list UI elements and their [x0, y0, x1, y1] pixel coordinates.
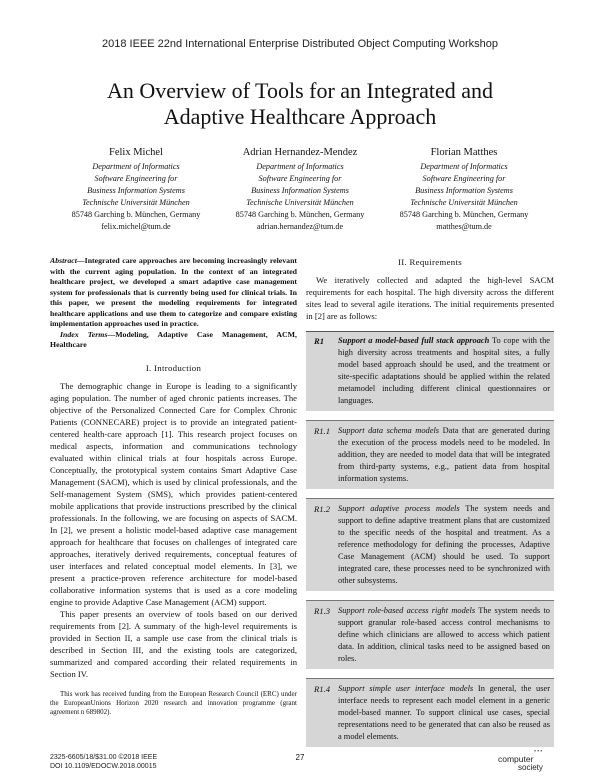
requirement [310, 503, 550, 587]
abstract [50, 256, 297, 330]
author-group: Business Information Systems [415, 186, 513, 195]
abstract-text: —Integrated care approaches are becoming increasingly relevant with the current aging population. In the context of an integrated healthcare project, we developed a smart adaptive case management system for professionals that is currently being used for clinical trials. In this paper, we present the modeling requirements for integrated healthcare applications and use them to categorize and compare existing implementation approaches used in practice. [50, 256, 297, 328]
author-univ: Technische Universität München [246, 198, 354, 207]
requirement-id: R1.4 [314, 684, 330, 694]
requirement-box [306, 498, 554, 591]
logo-line-2: society [518, 763, 543, 772]
requirement-title: Support a model-based full stack approach [338, 336, 490, 345]
requirement [310, 683, 550, 743]
author-email: adrian.hernandez@tum.de [256, 222, 344, 231]
requirement-id: R1.2 [314, 504, 330, 514]
author-dept: Department of Informatics [420, 162, 508, 171]
author-group: Business Information Systems [87, 186, 185, 195]
paragraph: The demographic change in Europe is leading to a significantly aging population. The number of aged chronic patients increases. The objective of the Personalized Connected Care for Complex Chronic Patients (CONNECARE) project is to provide an integrated patient-centered health-care approach [1]. This research project focuses on medical aspects, information and communications technology evaluated within clinical trials at four hospitals across Europe. Conceptually, the prototypical system contains Smart Adaptive Case Management (SACM), which is used by clinical professionals, and the Self-management System (SMS), which provides patient-centered mobile applications that provide instructions prescribed by the clinical professionals. In the following, we are focusing on aspects of SACM. In [2], we present a holistic model-based adaptive case management approach for healthcare that focuses on challenges of integrated care approaches, iteratively derived requirements, conceptual features of user interfaces and related conceptual model elements. In [3], we present a practice-proven reference architecture for model-based collaborative information systems that is used as a core modeling engine to provide Adaptive Case Management (ACM) support. [50, 380, 297, 607]
requirement-text [338, 425, 550, 485]
author-2 [216, 146, 384, 233]
author-name: Felix Michel [109, 147, 163, 158]
author-group: Software Engineering for [422, 174, 506, 183]
index-terms [50, 330, 297, 351]
requirement-text [338, 683, 550, 743]
requirement-title: Support adaptive process models [338, 504, 460, 513]
requirement-title: Support data schema models [338, 426, 440, 435]
footer-identifiers [50, 753, 157, 771]
author-address: 85748 Garching b. München, Germany [71, 210, 201, 219]
requirement-body: To cope with the high diversity across treatments and hospital sites, a fully model based approach should be used, and the treatment or site-specific adaptations should be applied within the related metamodel including different clinical questionnaires or languages. [338, 336, 551, 405]
title-line-2: Adaptive Healthcare Approach [163, 104, 437, 129]
requirement-id: R1 [314, 336, 325, 346]
author-1 [52, 146, 220, 233]
requirement-box [306, 678, 554, 747]
paragraph: We iteratively collected and adapted the high-level SACM requirements for each hospital. The high diversity across the different sites lead to several agile iterations. The initial requirements presented in [2] are as follows: [306, 275, 554, 321]
section-heading: I. Introduction [145, 362, 202, 373]
author-group: Software Engineering for [258, 174, 342, 183]
author-email: matthes@tum.de [436, 222, 492, 231]
requirement [310, 605, 550, 665]
right-column [306, 256, 554, 747]
author-name: Florian Matthes [430, 147, 498, 158]
author-address: 85748 Garching b. München, Germany [399, 210, 529, 219]
requirement-text [338, 503, 550, 587]
requirement-title: Support simple user interface models [338, 684, 474, 693]
requirement [310, 425, 550, 485]
requirement-box [306, 420, 554, 489]
requirement-box [306, 600, 554, 669]
author-dept: Department of Informatics [256, 162, 344, 171]
requirement-text [338, 335, 550, 407]
requirement-id: R1.3 [314, 606, 330, 616]
page-number: 27 [295, 753, 305, 762]
logo-line-1: computer [498, 754, 534, 764]
requirement-title: Support role-based access right models [338, 606, 476, 615]
isbn-line: 2325-6605/18/$31.00 ©2018 IEEE [50, 754, 158, 761]
requirement-body: In general, the user interface needs to represent each model element in a generic model-based manner. To support clinical use cases, special representations need to be generated that can also be reused as a model elements. [338, 684, 550, 741]
paragraph: This paper presents an overview of tools based on our derived requirements from [2]. A summary of the high-level requirements is provided in Section II, a sample use case from the clinical trials is described in Section III, and the existing tools are categorized, summarized and compared according their related requirements in Section IV. [50, 608, 297, 679]
paper-title [60, 78, 540, 130]
conference-header: 2018 IEEE 22nd International Enterprise Distributed Object Computing Workshop [101, 38, 499, 50]
index-terms-text: —Modeling, Adaptive Case Management, ACM, Healthcare [50, 329, 297, 349]
ieee-dots-icon: ••• [534, 749, 544, 755]
author-group: Software Engineering for [94, 174, 178, 183]
computer-society-logo [496, 749, 554, 773]
requirement-box [306, 331, 554, 411]
requirement-text [338, 605, 550, 665]
requirement [310, 335, 550, 407]
author-univ: Technische Universität München [410, 198, 518, 207]
left-column [50, 256, 297, 717]
index-terms-label: Index Terms [60, 329, 108, 339]
section-heading: II. Requirements [398, 257, 462, 267]
doi-line: DOI 10.1109/EDOCW.2018.00015 [50, 763, 157, 770]
requirement-body: Data that are generated during the execution of the process models need to be modeled. In addition, they are needed to model data that will be integrated from third-party systems, e.g., patient data from hospital information systems. [338, 426, 550, 483]
requirement-id: R1.1 [314, 426, 330, 436]
requirement-body: The system needs to support granular role-based access control mechanisms to define which clinicians are allowed to access which patient data. In addition, clinical tasks need to be assigned based on roles. [338, 606, 550, 663]
author-name: Adrian Hernandez-Mendez [242, 147, 358, 158]
title-line-1: An Overview of Tools for an Integrated and [107, 78, 493, 103]
abstract-label: Abstract [50, 256, 77, 265]
author-3 [380, 146, 548, 233]
requirement-body: The system needs and support to define adaptive treatment plans that are customized to the specific needs of the hospital and treatment. As a reference methodology for defining the processes, Adaptive Case Management (ACM) should be used. To support integrated care, these processes need to be synchronized with other subsystems. [338, 504, 550, 585]
author-email: felix.michel@tum.de [101, 222, 171, 231]
author-univ: Technische Universität München [82, 198, 190, 207]
author-dept: Department of Informatics [92, 162, 180, 171]
author-address: 85748 Garching b. München, Germany [235, 210, 365, 219]
footnote: This work has received funding from the European Research Council (ERC) under the EuropeanUnions Horizon 2020 research and innovation programme (grant agreement n 689802). [50, 689, 297, 716]
author-group: Business Information Systems [251, 186, 349, 195]
